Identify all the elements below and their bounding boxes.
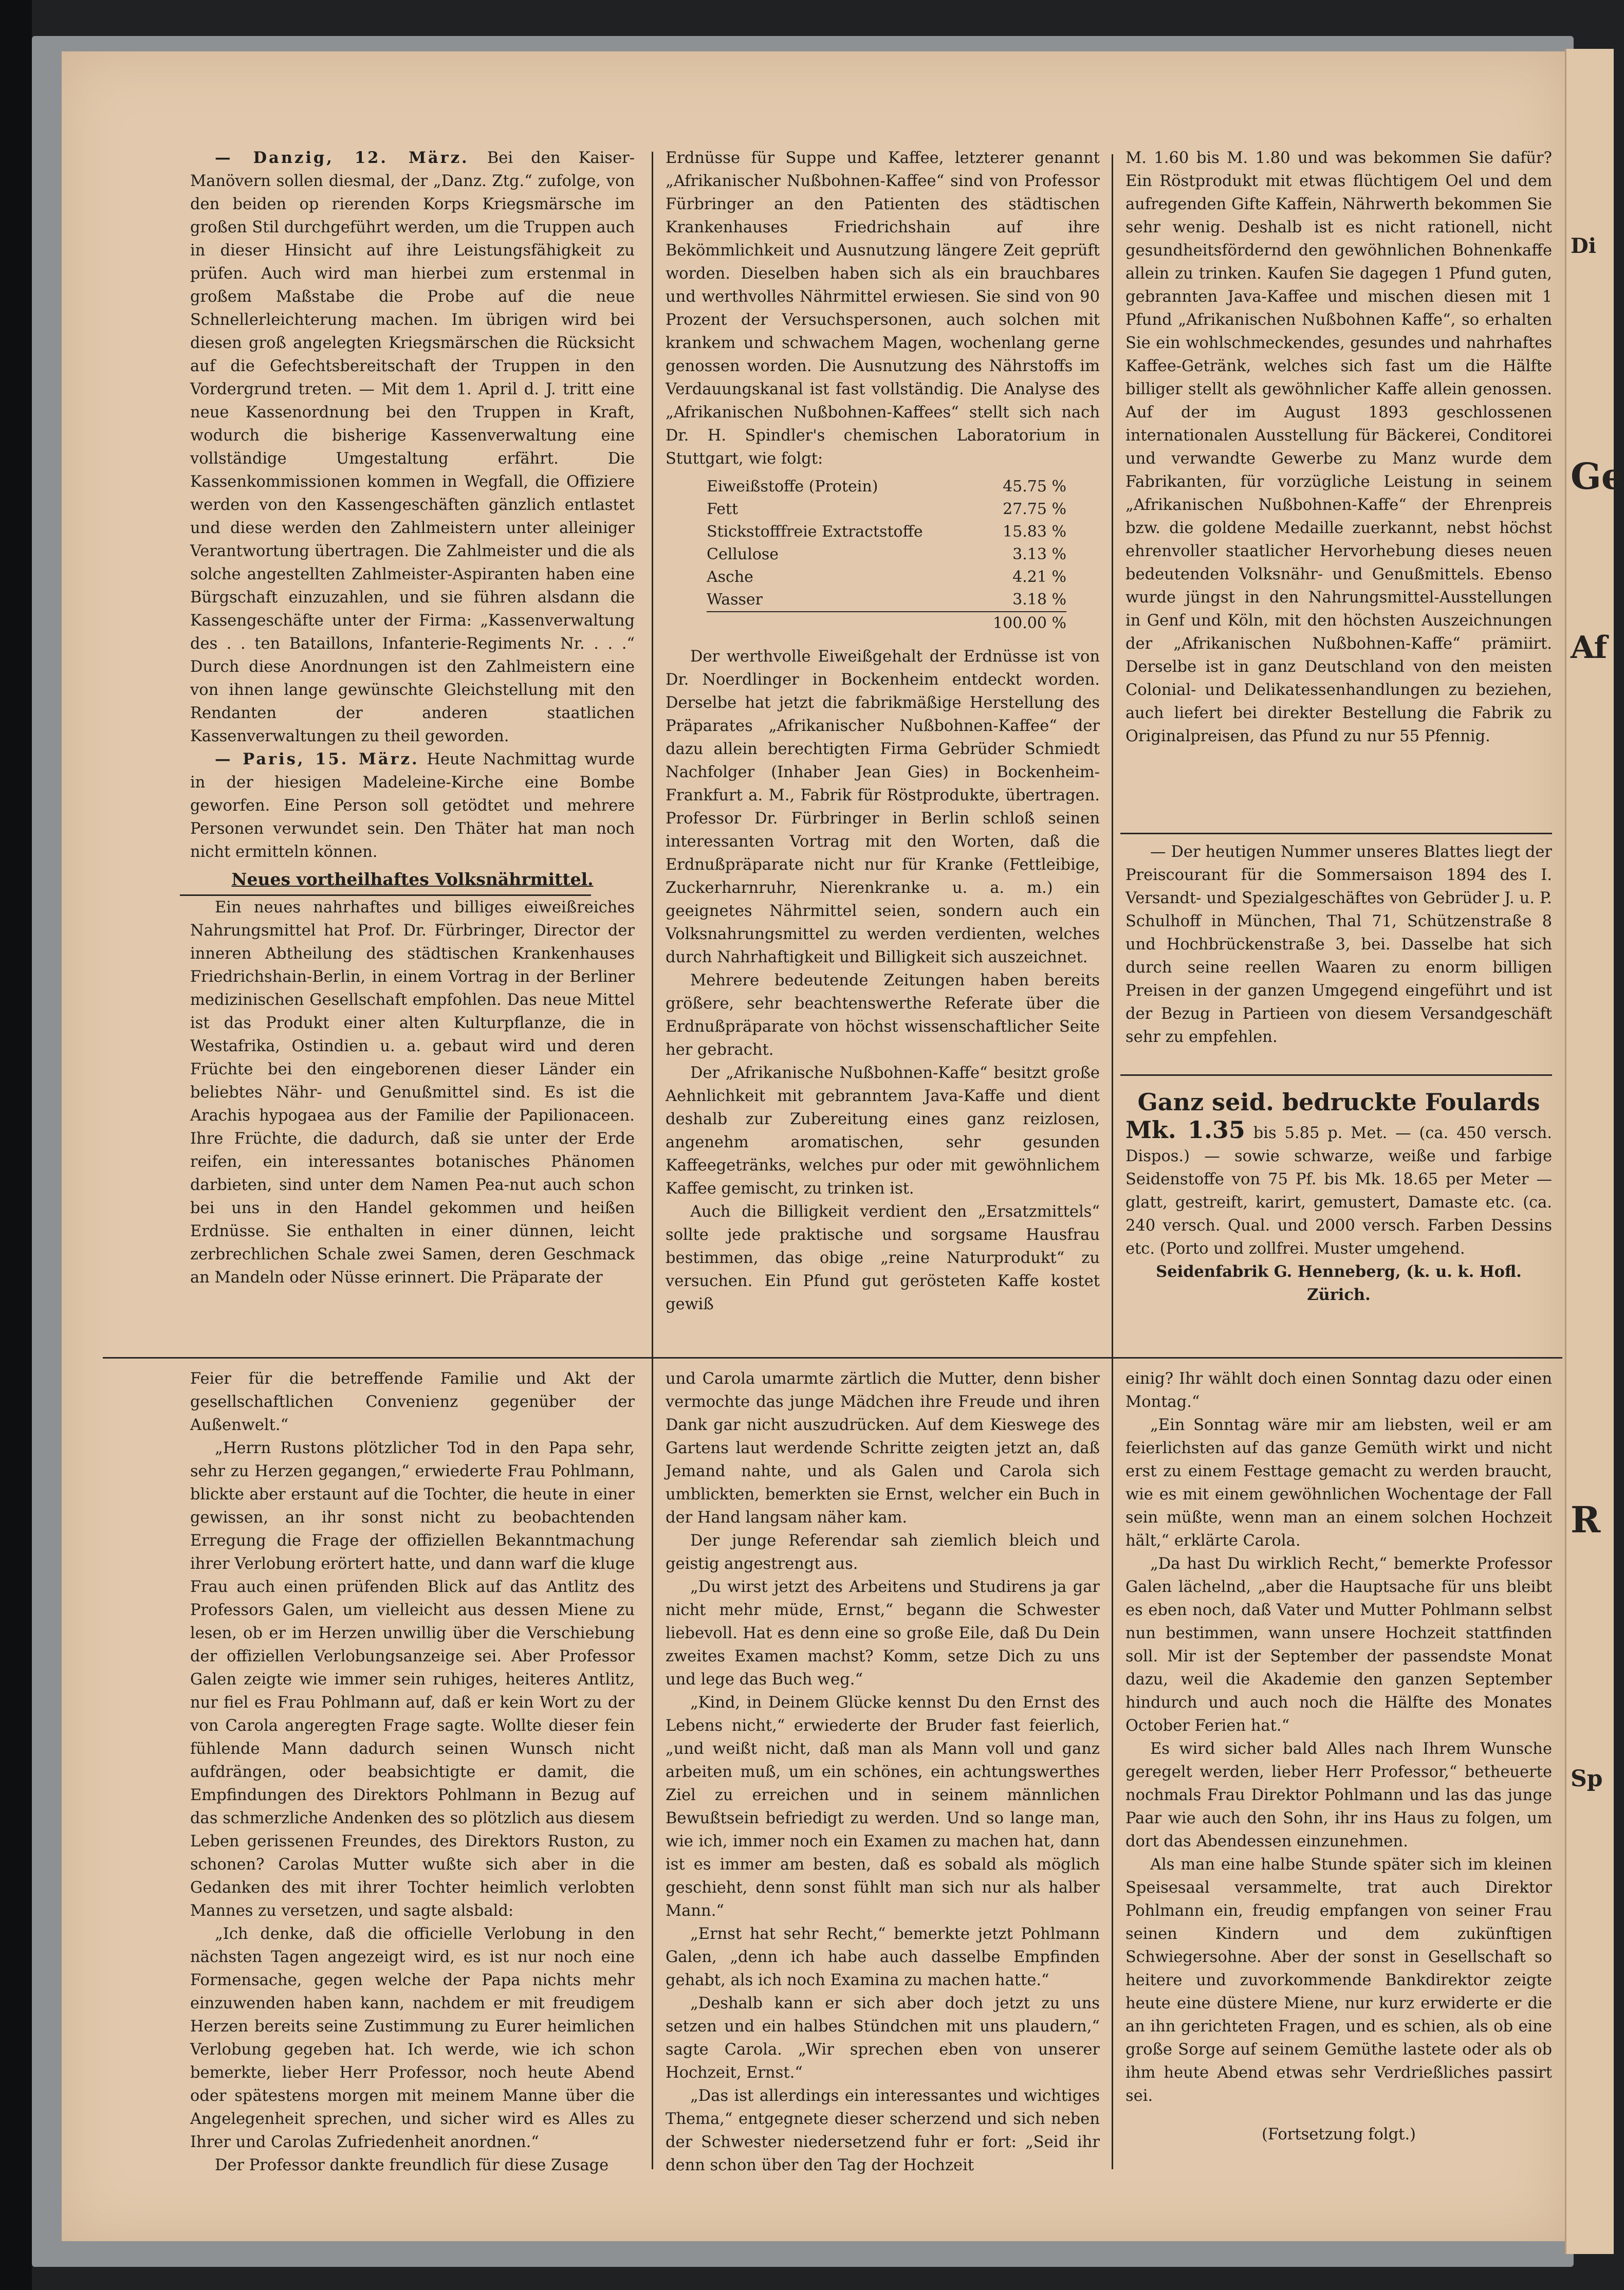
serial-paragraph-14: „Da hast Du wirklich Recht,“ bemerkte Professor Galen lächelnd, „aber die Hauptsache für uns bleibt es eben noch, daß Vater und Mutter Pohlmann selbst nun bestimmen, wann unsere Hochzeit stattfinden soll. Mir ist der September der passendste Monat dazu, weil die Akademie den ganzen September hindurch und auch noch die Hälfte des Monates October Ferien hat.“ <box>1125 1555 1552 1735</box>
analysis-label: Cellulose <box>707 545 779 563</box>
serial-paragraph-12: einig? Ihr wählt doch einen Sonntag dazu oder einen Montag.“ <box>1125 1370 1552 1411</box>
analysis-label: Wasser <box>707 591 763 609</box>
column-rule-top-1 <box>652 152 653 1398</box>
article-paragraph-6: Auch die Billigkeit verdient den „Ersatzmittels“ sollte jede praktische und sorgsame Hausfrau bestimmen, das obige „reine Naturprodukt“ zu versuchen. Ein Pfund gut gerösteten Kaffe kostet gewiß <box>666 1203 1100 1313</box>
next-page-fragment: Sp <box>1571 1766 1603 1792</box>
analysis-row <box>707 566 1066 589</box>
article-paragraph-3: Der werthvolle Eiweißgehalt der Erdnüsse ist von Dr. Noerdlinger in Bockenheim entdeckt worden. Derselbe hat jetzt die fabrikmäßige Herstellung des Präparates „Afrikanischer Nußbohnen-Kaffee“ der dazu allein berechtigten Firma Gebrüder Schmiedt Nachfolger (Inhaber Jean Gies) in Bockenheim-Frankfurt a. M., Fabrik für Röstprodukte, übertragen. Professor Dr. Fürbringer in Berlin schloß seinen interessanten Vortrag mit den Worten, daß die Erdnußpräparate nicht nur für Kranke (Fettleibige, Zuckerharnruhr, Nierenkranke u. a. m.) ein geeignetes Nährmittel seien, sondern auch ein Volksnahrungsmittel zu werden verdienten, welches durch Nahrhaftigkeit und Billigkeit sich auszeichnet. <box>666 648 1100 966</box>
foulards-ad-city: Zürich. <box>1307 1286 1371 1304</box>
paris-text: Heute Nachmittag wurde in der hiesigen Madeleine-Kirche eine Bombe geworfen. Eine Person soll getödtet und mehrere Personen verwundet sein. Den Thäter hat man noch nicht ermitteln können. <box>190 750 635 861</box>
analysis-value: 45.75 % <box>1003 478 1066 496</box>
analysis-label: Asche <box>707 568 753 586</box>
serial-paragraph-16: Als man eine halbe Stunde später sich im kleinen Speisesaal versammelte, trat auch Direktor Pohlmann ein, freudig empfangen von seiner Frau seinen Kindern und dem zukünftigen Schwiegersohne. Aber der sonst in Gesellschaft so heitere und zuvorkommende Bankdirektor zeigte heute eine düstere Miene, nur kurz erwiderte er die an ihn gerichteten Fragen, und es schien, als ob eine große Sorge auf seinem Gemüthe lastete oder als ob ihm heute Abend etwas sehr Verdrießliches passirt sei. <box>1125 1856 1552 2105</box>
serial-paragraph-7: „Du wirst jetzt des Arbeitens und Studirens ja gar nicht mehr müde, Ernst,“ begann die Schwester liebevoll. Hat es denn eine so große Eile, daß Du Dein zweites Examen machst? Komm, setze Dich zu uns und lege das Buch weg.“ <box>666 1578 1100 1689</box>
newspaper-page <box>62 51 1565 2241</box>
next-page-fragment: R <box>1571 1498 1601 1541</box>
serial-paragraph-11: „Das ist allerdings ein interessantes und wichtiges Thema,“ entgegnete dieser scherzend und sich neben der Schwester niedersetzend fuhr er fort: „Seid ihr denn schon über den Tag der Hochzeit <box>666 2087 1100 2174</box>
column-rule-bottom-1 <box>652 1362 653 2169</box>
article-paragraph-7: M. 1.60 bis M. 1.80 und was bekommen Sie dafür? Ein Röstprodukt mit etwas flüchtigem Oel und dem aufregenden Gifte Kaffein, Nährwerth bekommen Sie sehr wenig. Deshalb ist es nicht rationell, nicht gesundheitsfördernd den gewöhnlichen Bohnenkaffe allein zu trinken. Kaufen Sie dagegen 1 Pfund guten, gebrannten Java-Kaffee und mischen diesen mit 1 Pfund „Afrikanischen Nußbohnen Kaffe“, so erhalten Sie ein wohlschmeckendes, gesundes und nahrhaftes Kaffee-Getränk, welches sich fast um die Hälfte billiger stellt als gewöhnlicher Kaffe allein genossen. Auf der im August 1893 geschlossenen internationalen Ausstellung für Bäckerei, Conditorei und verwandte Gewerbe zu Manz wurde dem Fabrikanten, für vorzügliche Leistung in seinem „Afrikanischen Nußbohnen-Kaffe“ der Ehrenpreis bzw. die goldene Medaille zuerkannt, nebst höchst ehrenvoller staatlicher Hervorhebung dieses neuen bedeutenden Volksnähr- und Genußmittels. Ebenso wurde jüngst in den Nahrungsmittel-Ausstellungen in Genf und Köln, mit den höchsten Auszeichnungen der „Afrikanischen Nußbohnen-Kaffe“ prämiirt. Derselbe ist in ganz Deutschland von den meisten Colonial- und Delikatessenhandlungen zu beziehen, auch liefert bei direkter Bestellung die Fabrik zu Originalpreisen, das Pfund zu nur 55 Pfennig. <box>1125 149 1552 745</box>
article-paragraph-2: Erdnüsse für Suppe und Kaffee, letzterer genannt „Afrikanischer Nußbohnen-Kaffee“ sind von Professor Fürbringer an den Patienten des städtischen Krankenhauses Friedrichshain auf ihre Bekömmlichkeit und Ausnutzung längere Zeit geprüft worden. Dieselben haben sich als ein brauchbares und werthvolles Nährmittel erwiesen. Sie sind von 90 Prozent der Versuchspersonen, auch solchen mit krankem und schwachem Magen, wochenlang gerne genossen worden. Die Ausnutzung des Nährstoffs im Verdauungskanal ist fast vollständig. Die Analyse des „Afrikanischen Nußbohnen-Kaffees“ stellt sich nach Dr. H. Spindler's chemischen Laboratorium in Stuttgart, wie folgt: <box>666 149 1100 468</box>
paris-news <box>190 748 635 864</box>
next-page-fragment: Di <box>1571 234 1596 258</box>
analysis-value: 15.83 % <box>1003 523 1066 541</box>
bottom-column-3 <box>1125 1367 1552 2169</box>
foulards-ad-firm: Seidenfabrik G. Henneberg, (k. u. k. Hofl. <box>1156 1262 1522 1281</box>
price-list-notice: — Der heutigen Nummer unseres Blattes liegt der Preiscourant für die Sommersaison 1894 des I. Versandt- und Spezialgeschäftes von Gebrüder J. u. P. Schulhoff in München, Thal 71, Schützenstraße 8 und Hochbrückenstraße 3, bei. Dasselbe hat sich durch seine reellen Waaren zu enorm billigen Preisen in der ganzen Umgegend eingeführt und ist der Bezug in Partieen von diesem Versandgeschäft sehr zu empfehlen. <box>1125 843 1552 1046</box>
bottom-column-1 <box>190 1367 635 2174</box>
analysis-row <box>707 589 1066 611</box>
serial-paragraph-1: Feier für die betreffende Familie und Akt der gesellschaftlichen Convenienz gegenüber der Außenwelt.“ <box>190 1370 635 1434</box>
continued-note: (Fortsetzung folgt.) <box>1262 2126 1416 2144</box>
serial-paragraph-5: und Carola umarmte zärtlich die Mutter, denn bisher vermochte das junge Mädchen ihre Freude und ihren Dank gar nicht auszudrücken. Auf dem Kieswege des Gartens laut werdende Schritte zeigten jetzt an, daß Jemand nahte, und als Galen und Carola sich umblickten, bemerkten sie Ernst, welcher ein Buch in der Hand langsam näher kam. <box>666 1370 1100 1527</box>
analysis-value: 3.18 % <box>1012 591 1066 609</box>
next-page-fragment: Ge <box>1571 455 1624 498</box>
serial-paragraph-13: „Ein Sonntag wäre mir am liebsten, weil er am feierlichsten auf das ganze Gemüth wirkt und nicht erst zu einem Festtage gemacht zu werden braucht, wie es mit einem gewöhnlichen Wochentage der Fall sein müßte, wenn man an einem solchen Hochzeit hält,“ erklärte Carola. <box>1125 1416 1552 1550</box>
article-paragraph-4: Mehrere bedeutende Zeitungen haben bereits größere, sehr beachtenswerthe Referate über die Erdnußpräparate von höchst wissenschaftlicher Seite her gebracht. <box>666 972 1100 1059</box>
analysis-row <box>707 498 1066 521</box>
analysis-label: Fett <box>707 500 739 518</box>
foulards-ad-text <box>1125 1116 1552 1260</box>
top-column-3 <box>1125 146 1552 1354</box>
article-paragraph-5: Der „Afrikanische Nußbohnen-Kaffe“ besitzt große Aehnlichkeit mit gebranntem Java-Kaffe und dient deshalb zur Zubereitung eines ganz reizlosen, angenehm aromatischen, sehr gesunden Kaffeegetränks, welches pur oder mit gewöhnlichem Kaffee gemischt, zu trinken ist. <box>666 1064 1100 1198</box>
danzig-dateline: — Danzig, 12. März. <box>215 149 469 167</box>
analysis-row <box>707 521 1066 543</box>
paris-dateline: — Paris, 15. März. <box>215 750 419 768</box>
analysis-value: 3.13 % <box>1012 545 1066 563</box>
danzig-news <box>190 146 635 748</box>
serial-paragraph-2: „Herrn Rustons plötzlicher Tod in den Papa sehr, sehr zu Herzen gegangen,“ erwiederte Frau Pohlmann, blickte aber erstaunt auf die Tochter, die heute in einer gewissen, an ihr sonst nicht zu beobachtenden Erregung die Frage der offiziellen Bekanntmachung ihrer Verlobung erörtert hatte, und dann warf die kluge Frau auch einen prüfenden Blick auf das Antlitz des Professors Galen, um vielleicht aus dessen Miene zu lesen, ob er im Herzen unwillig über die Verschiebung der offiziellen Verlobungsanzeige sei. Aber Professor Galen zeigte wie immer sein ruhiges, heiteres Antlitz, nur fiel es Frau Pohlmann auf, daß er kein Wort zu der von Carola angeregten Frage sagte. Wollte dieser fein fühlende Mann dadurch seinen Wunsch nicht aufdrängen, oder beabsichtigte er damit, die Empfindungen des Direktors Pohlmann in Bezug auf das schmerzliche Andenken des so plötzlich aus diesem Leben gerissenen Freundes, des Direktors Ruston, zu schonen? Carolas Mutter wußte sich aber in die Gedanken des mit ihrer Tochter heimlich verlobten Mannes zu versetzen, und sagte alsbald: <box>190 1439 635 1920</box>
next-page-edge <box>1565 49 1624 2254</box>
analysis-value: 4.21 % <box>1012 568 1066 586</box>
book-binding <box>0 0 32 2290</box>
serial-paragraph-4: Der Professor dankte freundlich für diese Zusage <box>215 2156 609 2174</box>
serial-paragraph-3: „Ich denke, daß die officielle Verlobung in den nächsten Tagen angezeigt wird, es ist nur noch eine Formensache, gegen welche der Papa nichts mehr einzuwenden haben kann, nachdem er mit freudigem Herzen bereits seine Zustimmung zu Eurer heimlichen Verlobung gegeben hat. Ich werde, wie ich schon bemerkte, lieber Herr Professor, noch heute Abend oder spätestens morgen mit meinem Manne über die Angelegenheit sprechen, und sicher wird es Alles zu Ihrer und Carolas Zufriedenheit anordnen.“ <box>190 1925 635 2151</box>
serial-paragraph-15: Es wird sicher bald Alles nach Ihrem Wunsche geregelt werden, lieber Herr Professor,“ betheuerte nochmals Frau Direktor Pohlmann und las das junge Paar wie auch den Sohn, ihr ins Haus zu folgen, um dort das Abendessen einzunehmen. <box>1125 1740 1552 1851</box>
analysis-value: 27.75 % <box>1003 500 1066 518</box>
analysis-row <box>707 543 1066 566</box>
analysis-table <box>707 475 1066 635</box>
column-rule-bottom-2 <box>1112 1362 1113 2169</box>
top-column-1 <box>190 146 635 1354</box>
foulards-ad-price: Mk. 1.35 <box>1125 1116 1245 1144</box>
analysis-label: Stickstofffreie Extractstoffe <box>707 523 923 541</box>
analysis-row <box>707 475 1066 498</box>
analysis-total-row <box>707 611 1066 635</box>
serial-paragraph-6: Der junge Referendar sah ziemlich bleich und geistig angestrengt aus. <box>666 1532 1100 1573</box>
top-column-2 <box>666 146 1100 1354</box>
serial-paragraph-10: „Deshalb kann er sich aber doch jetzt zu uns setzen und ein halbes Stündchen mit uns plaudern,“ sagte Carola. „Wir sprechen eben von unserer Hochzeit, Ernst.“ <box>666 1994 1100 2082</box>
serial-paragraph-9: „Ernst hat sehr Recht,“ bemerkte jetzt Pohlmann Galen, „denn ich habe auch dasselbe Empfinden gehabt, als ich noch Examina zu machen hatte.“ <box>666 1925 1100 1989</box>
section-separator <box>103 1357 1562 1359</box>
next-page-fragment: Af <box>1571 630 1608 666</box>
analysis-total: 100.00 % <box>992 614 1066 632</box>
analysis-label: Eiweißstoffe (Protein) <box>707 478 878 496</box>
article-paragraph-1: Ein neues nahrhaftes und billiges eiweißreiches Nahrungsmittel hat Prof. Dr. Fürbringer, Director der inneren Abtheilung des städtischen Krankenhauses Friedrichshain-Berlin, in einem Vortrag in der Berliner medizinischen Gesellschaft empfohlen. Das neue Mittel ist das Produkt einer alten Kulturpflanze, die in Westafrika, Ostindien u. a. gebaut wird und deren Früchte bei den eingeborenen dieser Länder ein beliebtes Nähr- und Genußmittel sind. Es ist die Arachis hypogaea aus der Familie der Papilionaceen. Ihre Früchte, die dadurch, daß sie unter der Erde reifen, ein interessantes botanisches Phänomen darbieten, sind unter dem Namen Pea-nut auch schon bei uns in den Handel gekommen und heißen Erdnüsse. Sie enthalten in einer dünnen, leicht zerbrechlichen Schale zwei Samen, deren Geschmack an Mandeln oder Nüsse erinnert. Die Präparate der <box>190 899 635 1287</box>
bottom-column-2 <box>666 1367 1100 2174</box>
article-headline: Neues vortheilhaftes Volksnährmittel. <box>231 869 594 889</box>
serial-paragraph-8: „Kind, in Deinem Glücke kennst Du den Ernst des Lebens nicht,“ erwiederte der Bruder fast feierlich, „und weißt nicht, daß man als Mann voll und ganz arbeiten muß, um ein schönes, ein achtungswerthes Ziel zu erreichen und in seinem männlichen Bewußtsein befriedigt zu werden. Und so lange man, wie ich, immer noch ein Examen zu machen hat, dann ist es immer am besten, daß es sobald als möglich geschieht, denn sonst fühlt man sich nur als halber Mann.“ <box>666 1694 1100 1920</box>
foulards-ad-title: Ganz seid. bedruckte Foulards <box>1137 1088 1540 1116</box>
column-rule-top-2 <box>1112 154 1113 1398</box>
danzig-text: Bei den Kaiser-Manövern sollen diesmal, der „Danz. Ztg.“ zufolge, von den beiden op rierenden Korps Kriegsmärsche im großen Stil durchgeführt werden, um die Truppen auch in dieser Hinsicht auf ihre Leistungsfähigkeit zu prüfen. Auch wird man hierbei zum erstenmal in großem Maßstabe die Probe auf die neue Schnellerleichterung machen. Im übrigen wird bei diesen groß angelegten Kriegsmärschen die Rücksicht auf die Gefechtsbereitschaft der Truppen in den Vordergrund treten. — Mit dem 1. April d. J. tritt eine neue Kassenordnung bei den Truppen in Kraft, wodurch die bisherige Kassenverwaltung eine vollständige Umgestaltung erfährt. Die Kassenkommissionen kommen in Wegfall, die Offiziere werden von den Kassengeschäften gänzlich entlastet und diese werden den Zahlmeistern unter alleiniger Verantwortung übertragen. Die Zahlmeister und die als solche angestellten Zahlmeister-Aspiranten haben eine Bürgschaft einzuzahlen, und sie führen alsdann die Kassengeschäfte unter der Firma: „Kassenverwaltung des . . ten Bataillons, Infanterie-Regiments Nr. . . .“ Durch diese Anordnungen ist den Zahlmeistern eine von ihnen lange gewünschte Gleichstellung mit den Rendanten der anderen staatlichen Kassenverwaltungen zu theil geworden. <box>190 149 635 745</box>
foulards-ad-body: bis 5.85 p. Met. — (ca. 450 versch. Dispos.) — sowie schwarze, weiße und farbige Seidenstoffe von 75 Pf. bis Mk. 18.65 per Meter — glatt, gestreift, karirt, gemustert, Damaste etc. (ca. 240 versch. Qual. und 2000 versch. Farben Dessins etc. (Porto und zollfrei. Muster umgehend. <box>1125 1124 1552 1258</box>
